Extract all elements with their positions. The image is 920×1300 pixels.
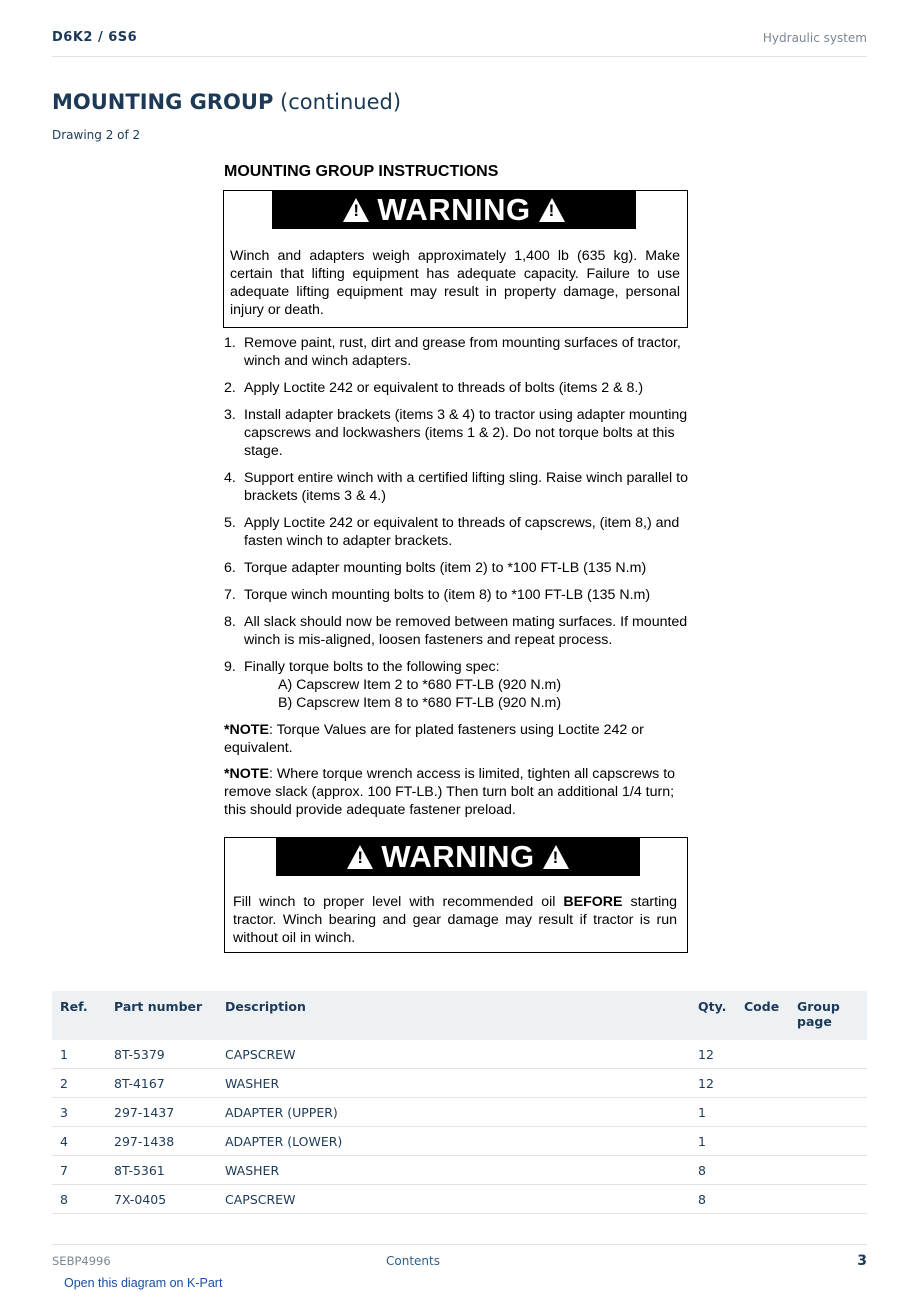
contents-link[interactable]: Contents (386, 1254, 440, 1268)
cell-qty: 1 (698, 1098, 744, 1127)
col-header-part-number: Part number (114, 991, 225, 1040)
page-title-main: MOUNTING GROUP (52, 90, 274, 114)
cell-group-page (797, 1069, 867, 1098)
cell-qty: 1 (698, 1127, 744, 1156)
cell-description: WASHER (225, 1156, 698, 1185)
cell-ref: 8 (52, 1185, 114, 1214)
cell-code (744, 1127, 797, 1156)
cell-qty: 8 (698, 1185, 744, 1214)
cell-group-page (797, 1040, 867, 1069)
warning-icon (543, 845, 569, 869)
cell-part-number: 8T-5379 (114, 1040, 225, 1069)
cell-code (744, 1069, 797, 1098)
cell-description: WASHER (225, 1069, 698, 1098)
cell-group-page (797, 1185, 867, 1214)
col-header-group-page: Group page (797, 991, 867, 1040)
cell-group-page (797, 1098, 867, 1127)
cell-qty: 12 (698, 1040, 744, 1069)
col-header-code: Code (744, 991, 797, 1040)
cell-part-number: 8T-5361 (114, 1156, 225, 1185)
warning-icon (347, 845, 373, 869)
cell-ref: 3 (52, 1098, 114, 1127)
instruction-step: 3. Install adapter brackets (items 3 & 4) to tractor using adapter mounting capscrews and lockwashers (items 1 & 2). Do not torque bolts at this stage. (224, 407, 688, 459)
warning-icon (343, 198, 369, 222)
instruction-substep: A) Capscrew Item 2 to *680 FT-LB (920 N.m) (278, 677, 562, 693)
instruction-step: 9. Finally torque bolts to the following spec: A) Capscrew Item 2 to *680 FT-LB (920 N.m) B) Capscrew Item 8 to *680 FT-LB (920 N.m) (224, 658, 690, 712)
cell-description: CAPSCREW (225, 1040, 698, 1069)
table-row (52, 1185, 867, 1214)
instruction-step: 1. Remove paint, rust, dirt and grease from mounting surfaces of tractor, winch and winch adapters. (224, 335, 681, 369)
instruction-steps (224, 334, 690, 828)
warning-label: WARNING (377, 192, 531, 227)
table-header-row (52, 991, 867, 1040)
cell-description: ADAPTER (UPPER) (225, 1098, 698, 1127)
cell-code (744, 1156, 797, 1185)
cell-qty: 8 (698, 1156, 744, 1185)
cell-ref: 1 (52, 1040, 114, 1069)
instruction-substep: B) Capscrew Item 8 to *680 FT-LB (920 N.m) (278, 695, 562, 711)
instructions-title: MOUNTING GROUP INSTRUCTIONS (224, 163, 499, 180)
warning-banner (276, 838, 640, 876)
parts-table (52, 991, 867, 1214)
section-name: Hydraulic system (762, 31, 867, 45)
cell-description: CAPSCREW (225, 1185, 698, 1214)
cell-part-number: 7X-0405 (114, 1185, 225, 1214)
cell-group-page (797, 1127, 867, 1156)
cell-code (744, 1185, 797, 1214)
instruction-step: 7. Torque winch mounting bolts to (item 8) to *100 FT-LB (135 N.m) (224, 587, 651, 603)
cell-code (744, 1040, 797, 1069)
cell-part-number: 8T-4167 (114, 1069, 225, 1098)
table-row (52, 1156, 867, 1185)
table-row (52, 1069, 867, 1098)
col-header-ref: Ref. (52, 991, 114, 1040)
instruction-step: 6. Torque adapter mounting bolts (item 2) to *100 FT-LB (135 N.m) (224, 560, 647, 576)
table-row (52, 1040, 867, 1069)
cell-group-page (797, 1156, 867, 1185)
warning-text-lifting: Winch and adapters weigh approximately 1,400 lb (635 kg). Make certain that lifting equipment has adequate capacity. Failure to use adequate lifting equipment may result in property damage, personal injury or death. (230, 248, 680, 318)
table-row (52, 1098, 867, 1127)
warning-icon (539, 198, 565, 222)
cell-part-number: 297-1437 (114, 1098, 225, 1127)
cell-qty: 12 (698, 1069, 744, 1098)
open-kpart-link[interactable]: Open this diagram on K-Part (64, 1276, 223, 1290)
cell-description: ADAPTER (LOWER) (225, 1127, 698, 1156)
col-header-description: Description (225, 991, 698, 1040)
page-title-suffix: (continued) (280, 90, 402, 114)
col-header-qty: Qty. (698, 991, 744, 1040)
page-footer (52, 1244, 867, 1275)
page-title (52, 90, 401, 114)
page-number: 3 (857, 1253, 867, 1269)
warning-label: WARNING (381, 839, 535, 874)
cell-ref: 2 (52, 1069, 114, 1098)
cell-code (744, 1098, 797, 1127)
drawing-number: Drawing 2 of 2 (52, 128, 141, 142)
cell-ref: 7 (52, 1156, 114, 1185)
model-label: D6K2 / 6S6 (52, 30, 138, 45)
cell-part-number: 297-1438 (114, 1127, 225, 1156)
warning-text-oil: Fill winch to proper level with recommended oil BEFORE starting tractor. Winch bearing and gear damage may result if tractor is run without oil in winch. (233, 894, 678, 946)
page-header (52, 28, 867, 57)
torque-note: *NOTE: Torque Values are for plated fasteners using Loctite 242 or equivalent. (224, 722, 644, 756)
slack-note: *NOTE: Where torque wrench access is limited, tighten all capscrews to remove slack (approx. 100 FT-LB.) Then turn bolt an additional 1/4 turn; this should provide adequate fastener preload. (224, 766, 676, 818)
scanned-instructions (222, 158, 692, 968)
instruction-step: 5. Apply Loctite 242 or equivalent to threads of capscrews, (item 8,) and fasten winch to adapter brackets. (224, 515, 680, 549)
warning-box-oil (224, 837, 688, 953)
instruction-step: 2. Apply Loctite 242 or equivalent to threads of bolts (items 2 & 8.) (224, 380, 644, 396)
instruction-step: 4. Support entire winch with a certified lifting sling. Raise winch parallel to brackets (items 3 & 4.) (224, 470, 688, 504)
warning-box-lifting (223, 190, 688, 328)
cell-ref: 4 (52, 1127, 114, 1156)
instruction-step: 8. All slack should now be removed between mating surfaces. If mounted winch is mis-aligned, loosen fasteners and repeat process. (224, 614, 688, 648)
warning-banner (272, 191, 636, 229)
document-code: SEBP4996 (52, 1254, 111, 1268)
table-row (52, 1127, 867, 1156)
